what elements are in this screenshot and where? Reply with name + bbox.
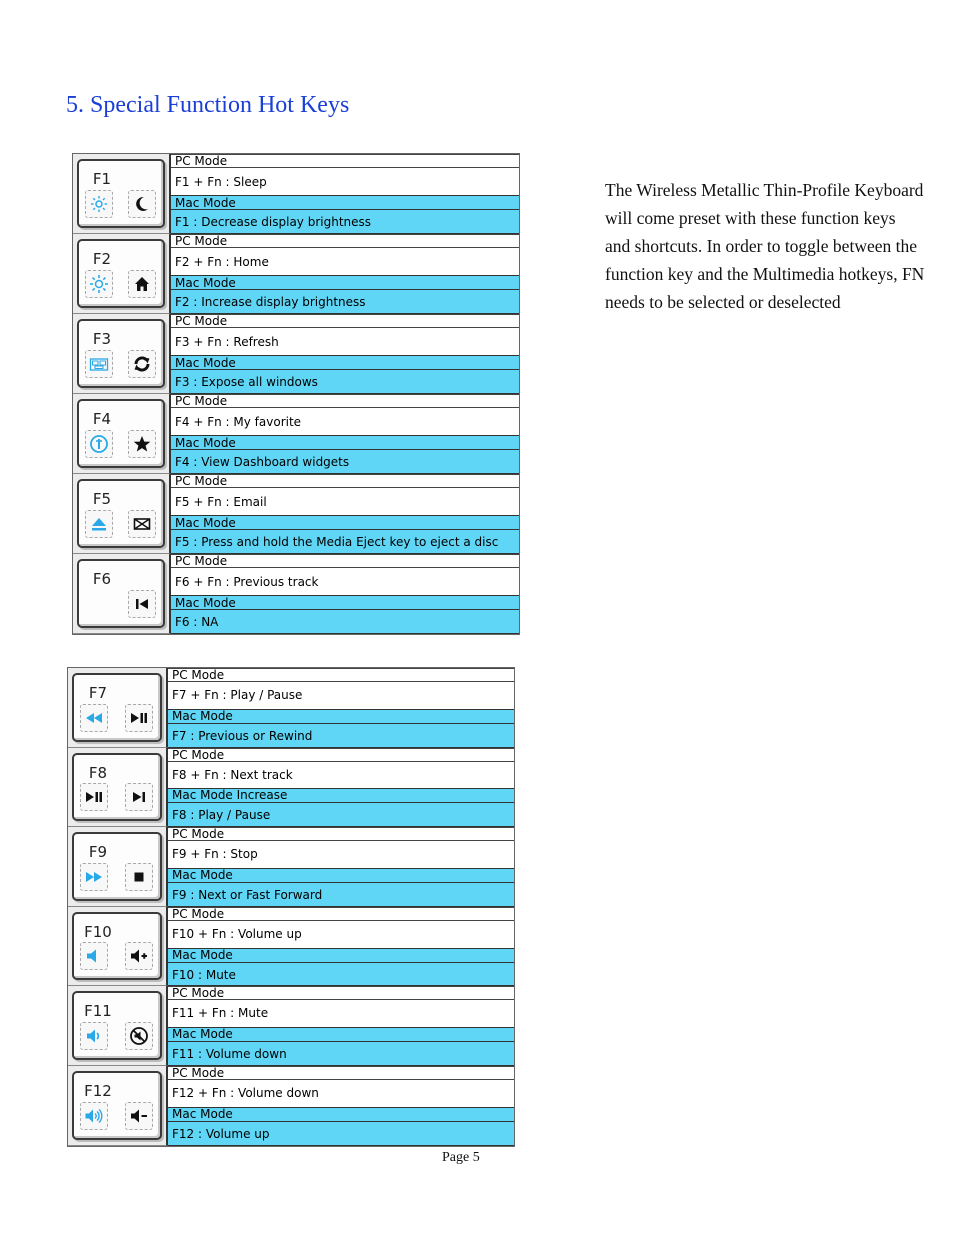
stop-icon bbox=[125, 863, 153, 891]
hotkey-row-f1 bbox=[73, 154, 519, 234]
hotkey-table-f1-f6 bbox=[72, 153, 520, 635]
keycap-cell bbox=[68, 986, 168, 1066]
pc-mode-label: PC Mode bbox=[168, 1066, 514, 1079]
pc-mode-label: PC Mode bbox=[168, 827, 514, 840]
mac-mode-label: Mac Mode bbox=[168, 1107, 514, 1121]
keycap-image bbox=[72, 832, 162, 901]
pc-mode-shortcut: F10 + Fn : Volume up bbox=[168, 920, 514, 948]
keycap-image bbox=[72, 1071, 162, 1140]
pc-mode-label: PC Mode bbox=[171, 314, 519, 327]
keycap-image bbox=[77, 159, 165, 228]
hotkey-row-f12 bbox=[68, 1066, 514, 1146]
intro-paragraph: The Wireless Metallic Thin-Profile Keyboard will come preset with these function keys and shortcuts. In order to toggle between the function key and the Multimedia hotkeys, FN needs to be selected or deselected bbox=[605, 180, 925, 312]
star-icon bbox=[128, 430, 156, 458]
home-icon bbox=[128, 270, 156, 298]
pc-mode-shortcut: F2 + Fn : Home bbox=[171, 247, 519, 275]
keycap-cell bbox=[68, 907, 168, 987]
pc-mode-label: PC Mode bbox=[171, 474, 519, 487]
keycap-cell bbox=[73, 154, 171, 234]
pc-mode-shortcut: F11 + Fn : Mute bbox=[168, 999, 514, 1027]
pc-mode-label: PC Mode bbox=[168, 986, 514, 999]
mac-mode-shortcut: F4 : View Dashboard widgets bbox=[171, 449, 519, 474]
page-number: Page 5 bbox=[442, 1150, 480, 1165]
mac-mode-label: Mac Mode bbox=[171, 595, 519, 609]
brightness-down-icon bbox=[85, 190, 113, 218]
mac-mode-label: Mac Mode bbox=[171, 515, 519, 529]
pc-mode-shortcut: F3 + Fn : Refresh bbox=[171, 327, 519, 355]
mac-mode-shortcut: F9 : Next or Fast Forward bbox=[168, 882, 514, 907]
keycap-cell bbox=[73, 554, 171, 634]
hotkey-row-f6 bbox=[73, 554, 519, 634]
rewind-icon bbox=[80, 704, 108, 732]
page-heading: 5. Special Function Hot Keys bbox=[66, 92, 350, 118]
pc-mode-label: PC Mode bbox=[171, 554, 519, 567]
pc-mode-shortcut: F5 + Fn : Email bbox=[171, 487, 519, 515]
mac-mode-label: Mac Mode bbox=[168, 868, 514, 882]
envelope-icon bbox=[128, 510, 156, 538]
pc-mode-label: PC Mode bbox=[168, 907, 514, 920]
keycap-cell bbox=[73, 234, 171, 314]
pc-mode-label: PC Mode bbox=[168, 668, 514, 681]
mac-mode-shortcut: F5 : Press and hold the Media Eject key to eject a disc bbox=[171, 529, 519, 554]
keycap-label: F12 bbox=[84, 1082, 112, 1100]
pc-mode-label: PC Mode bbox=[171, 234, 519, 247]
mac-mode-label: Mac Mode bbox=[171, 435, 519, 449]
mac-mode-shortcut: F10 : Mute bbox=[168, 962, 514, 987]
hotkey-row-f3 bbox=[73, 314, 519, 394]
mac-mode-shortcut: F12 : Volume up bbox=[168, 1121, 514, 1146]
pc-mode-label: PC Mode bbox=[171, 154, 519, 167]
pc-mode-shortcut: F1 + Fn : Sleep bbox=[171, 167, 519, 195]
keycap-label: F1 bbox=[92, 170, 112, 188]
hotkey-table-f7-f12 bbox=[67, 667, 515, 1147]
volume-low-icon bbox=[80, 1022, 108, 1050]
refresh-icon bbox=[128, 350, 156, 378]
mac-mode-shortcut: F1 : Decrease display brightness bbox=[171, 209, 519, 234]
play-pause-icon bbox=[80, 783, 108, 811]
mac-mode-label: Mac Mode bbox=[168, 948, 514, 962]
keycap-cell bbox=[73, 314, 171, 394]
dashboard-icon bbox=[85, 430, 113, 458]
keycap-cell bbox=[68, 668, 168, 748]
keycap-label: F6 bbox=[92, 570, 112, 588]
keycap-image bbox=[72, 991, 162, 1060]
pc-mode-label: PC Mode bbox=[168, 748, 514, 761]
volume-up-icon bbox=[125, 942, 153, 970]
mac-mode-label: Mac Mode bbox=[168, 709, 514, 723]
keycap-image bbox=[77, 399, 165, 468]
eject-icon bbox=[85, 510, 113, 538]
speaker-mute-icon bbox=[80, 942, 108, 970]
keycap-label: F11 bbox=[84, 1002, 112, 1021]
mac-mode-label: Mac Mode bbox=[171, 355, 519, 369]
brightness-up-icon bbox=[85, 270, 113, 298]
pc-mode-shortcut: F12 + Fn : Volume down bbox=[168, 1079, 514, 1107]
keycap-label: F7 bbox=[88, 684, 108, 702]
hotkey-row-f4 bbox=[73, 394, 519, 474]
volume-down-icon bbox=[125, 1102, 153, 1130]
keycap-cell bbox=[68, 1066, 168, 1146]
mac-mode-shortcut: F3 : Expose all windows bbox=[171, 369, 519, 394]
mac-mode-label: Mac Mode Increase bbox=[168, 788, 514, 802]
pc-mode-shortcut: F4 + Fn : My favorite bbox=[171, 407, 519, 435]
keycap-image bbox=[72, 753, 162, 822]
mac-mode-shortcut: F11 : Volume down bbox=[168, 1041, 514, 1066]
fast-forward-icon bbox=[80, 863, 108, 891]
pc-mode-shortcut: F7 + Fn : Play / Pause bbox=[168, 681, 514, 709]
keycap-image bbox=[72, 673, 162, 742]
mac-mode-shortcut: F2 : Increase display brightness bbox=[171, 289, 519, 314]
next-track-icon bbox=[125, 783, 153, 811]
keycap-label: F3 bbox=[92, 330, 112, 348]
pc-mode-shortcut: F8 + Fn : Next track bbox=[168, 761, 514, 789]
volume-high-icon bbox=[80, 1102, 108, 1130]
keycap-cell bbox=[68, 748, 168, 828]
mac-mode-shortcut: F6 : NA bbox=[171, 609, 519, 634]
hotkey-row-f5 bbox=[73, 474, 519, 554]
keycap-label: F2 bbox=[92, 250, 112, 268]
hotkey-row-f11 bbox=[68, 986, 514, 1066]
keycap-cell bbox=[68, 827, 168, 907]
pc-mode-shortcut: F6 + Fn : Previous track bbox=[171, 567, 519, 595]
mac-mode-shortcut: F8 : Play / Pause bbox=[168, 802, 514, 827]
mac-mode-label: Mac Mode bbox=[168, 1027, 514, 1041]
keycap-label: F4 bbox=[92, 410, 112, 428]
keycap-label: F9 bbox=[88, 843, 108, 862]
hotkey-row-f2 bbox=[73, 234, 519, 314]
keycap-cell bbox=[73, 394, 171, 474]
moon-icon bbox=[128, 190, 156, 218]
keycap-image bbox=[72, 912, 162, 981]
keycap-label: F5 bbox=[92, 490, 112, 508]
keycap-image bbox=[77, 239, 165, 308]
hotkey-row-f7 bbox=[68, 668, 514, 748]
keycap-cell bbox=[73, 474, 171, 554]
keycap-label: F8 bbox=[88, 763, 108, 782]
hotkey-row-f9 bbox=[68, 827, 514, 907]
keycap-label: F10 bbox=[84, 922, 112, 941]
hotkey-row-f8 bbox=[68, 748, 514, 828]
mute-circle-icon bbox=[125, 1022, 153, 1050]
expose-icon bbox=[85, 350, 113, 378]
keycap-image bbox=[77, 319, 165, 388]
pc-mode-shortcut: F9 + Fn : Stop bbox=[168, 840, 514, 868]
previous-track-icon bbox=[128, 590, 156, 618]
pc-mode-label: PC Mode bbox=[171, 394, 519, 407]
hotkey-row-f10 bbox=[68, 907, 514, 987]
mac-mode-label: Mac Mode bbox=[171, 195, 519, 209]
play-pause-icon bbox=[125, 704, 153, 732]
keycap-image bbox=[77, 479, 165, 548]
keycap-image bbox=[77, 559, 165, 628]
mac-mode-label: Mac Mode bbox=[171, 275, 519, 289]
mac-mode-shortcut: F7 : Previous or Rewind bbox=[168, 723, 514, 748]
